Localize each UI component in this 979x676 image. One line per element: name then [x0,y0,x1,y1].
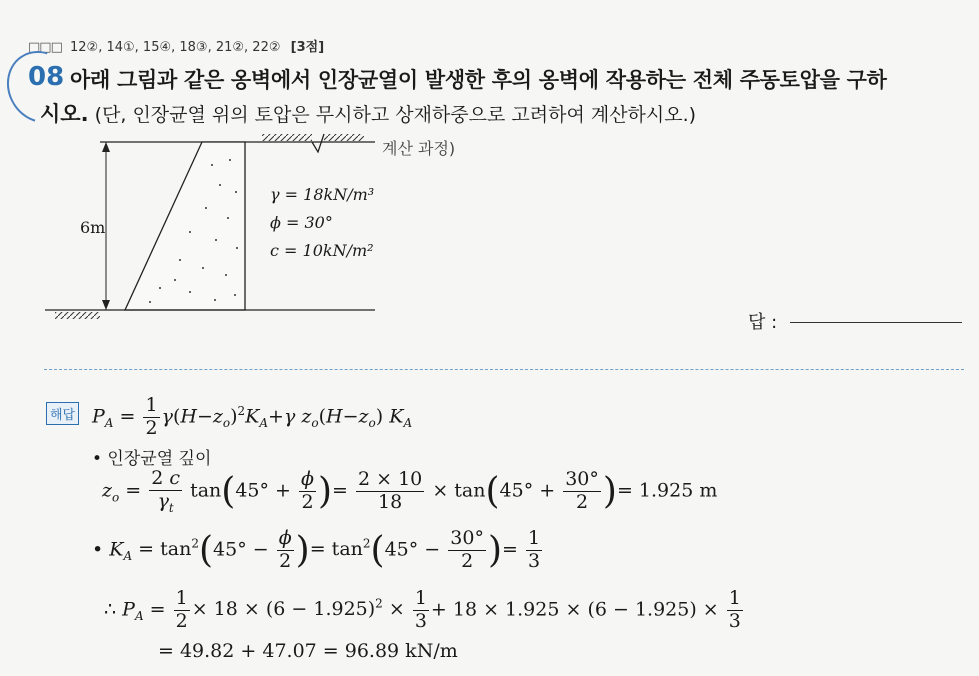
answer-label: 답 : [748,312,778,333]
tension-crack-title: • 인장균열 깊이 [92,449,212,469]
question-text-line1: 아래 그림과 같은 옹벽에서 인장균열이 발생한 후의 옹벽에 작용하는 전체 주동토압을 구하 [70,68,887,92]
checkbox-icons: □□□ [28,40,62,55]
height-label: 6m [80,218,106,237]
pa-calculation: ∴ $P_A$ = $\frac{1}{2}$ × $18 \times (6 - 1.925)^2$ × $\frac{1}{3}$ + 18 × 1.925 × (6 − 1.925) × $\frac{1}{3}$ [104,587,741,632]
question-text-end: 시오. [40,102,89,126]
question-note: (단, 인장균열 위의 토압은 무시하고 상재하중으로 고려하여 계산하시오.) [94,104,697,126]
friction-angle: ϕ = 30° [270,213,333,232]
cohesion: c = 10kN/m² [270,241,374,260]
points-badge: [3점] [290,40,325,55]
exam-tags [28,36,324,55]
ka-equation: • $K_A = \tan^2(45^\circ$ − $\frac{\phi}{2}$ )= $\tan^2(45^\circ$ − $\frac{30^\circ}{2}$ )= $\frac{1}{3}$ [92,527,541,572]
final-result: = 49.82 + 47.07 = 96.89 kN/m [158,640,458,662]
zo-result: = 1.925 m [616,479,718,502]
solution-badge: 해답 [46,402,79,425]
exam-years: 12②, 14①, 15④, 18③, 21②, 22② [70,40,281,55]
unit-weight: γ = 18kN/m³ [270,185,375,204]
zo-equation: $z_o$ = $\frac{2 c}{\gamma_t}$ tan(45° + $\frac{\phi}{2}$ )= $\frac{2 \times 10}{18}$ × tan(45° + $\frac{30^\circ}{2}$ )= 1.925 m [102,467,718,515]
question-text-line2 [40,98,696,128]
calc-process-label: 계산 과정) [382,139,456,158]
section-divider [44,369,964,370]
question-number: 08 [28,62,65,92]
answer-blank[interactable] [790,322,962,323]
main-formula: $P_A$ = $\frac{1}{2}$ $\gamma(H-z_o)^2K_A+\gamma$ $z_o(H-z_o)$ $K_A$ [92,394,413,439]
